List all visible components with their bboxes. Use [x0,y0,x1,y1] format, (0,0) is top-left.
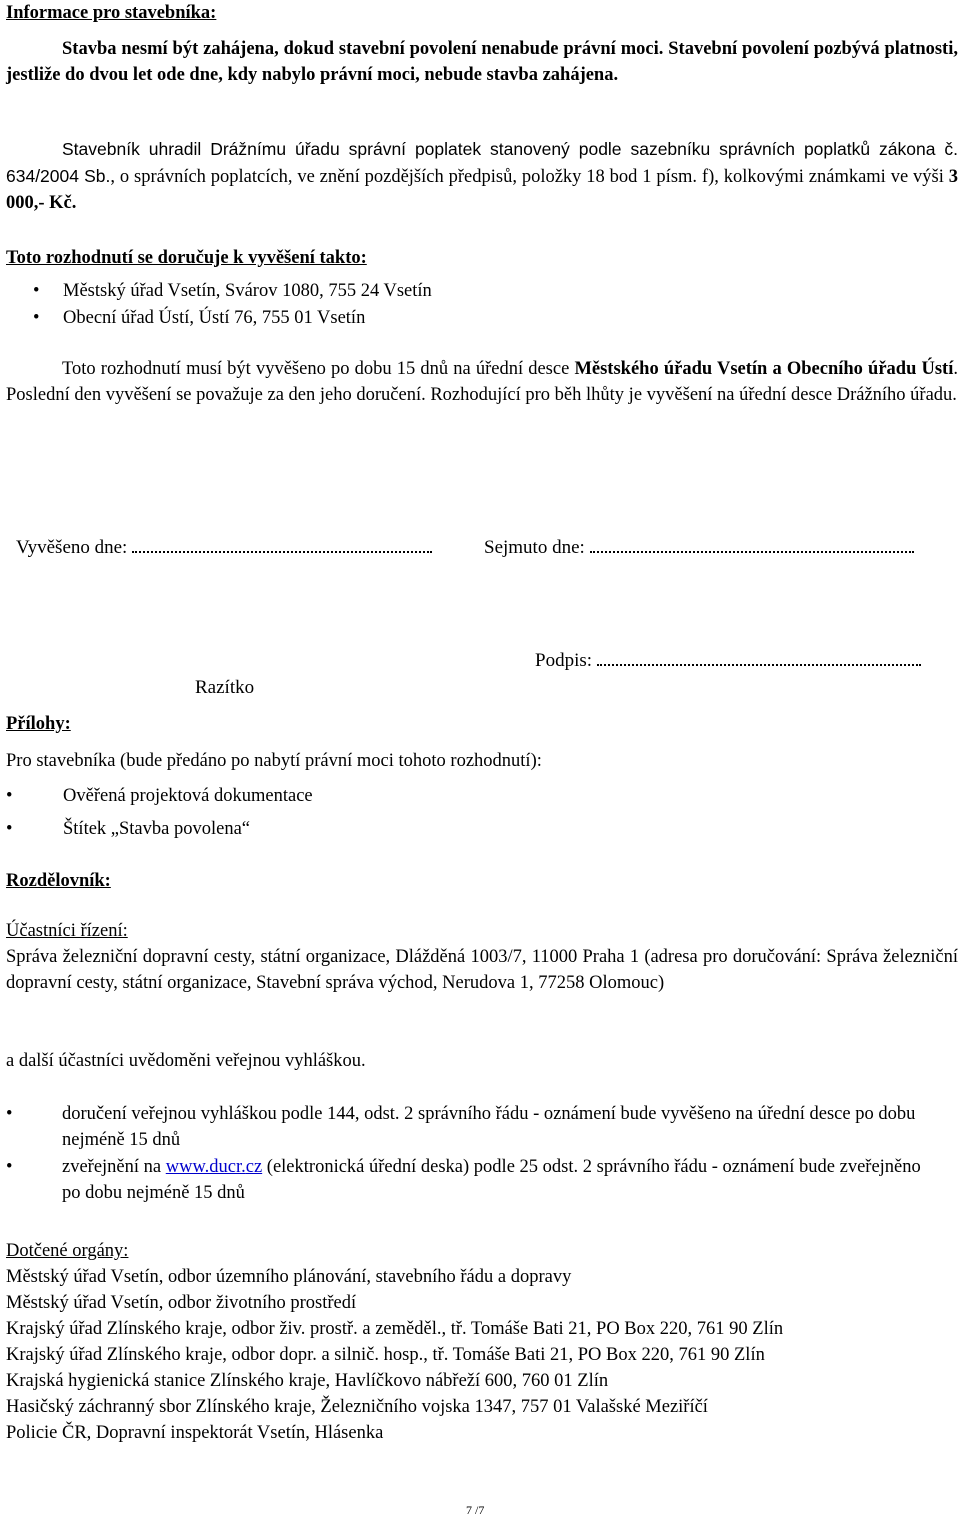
posting-text-bold: Městského úřadu Vsetín a Obecního úřadu Ústí [574,359,954,379]
distribution-bullet-text [62,1154,926,1206]
posting-place-text: Městský úřad Vsetín, Svárov 1080, 755 24 Vsetín [63,281,432,301]
ducr-link-a: www.ducr. [165,1157,246,1177]
info-para2 [6,136,958,216]
authority-item: Krajská hygienická stanice Zlínského kraje, Havlíčkovo nábřeží 600, 760 01 Zlín [6,1371,609,1391]
distribution-bullet-text: doručení veřejnou vyhláškou podle 144, odst. 2 správního řádu - oznámení bude vyvěšeno na úřední desce po dobu nejméně 15 dnů [62,1104,916,1150]
attachments-intro: Pro stavebníka (bude předáno po nabytí právní moci tohoto rozhodnutí): [6,751,542,771]
other-participants: a další účastníci uvědoměni veřejnou vyhláškou. [6,1051,366,1071]
page-number: 7 /7 [466,1503,485,1517]
authority-item: Hasičský záchranný sbor Zlínského kraje, Železničního vojska 1347, 757 01 Valašské Meziříčí [6,1397,708,1417]
posting-place-text: Obecní úřad Ústí, Ústí 76, 755 01 Vsetín [63,308,366,328]
authorities-heading: Dotčené orgány: [6,1241,129,1261]
posted-row [16,535,432,561]
info-para1: Stavba nesmí být zahájena, dokud stavební povolení nenabude právní moci. Stavební povolení pozbývá platnosti, jestliže do dvou let ode dne, kdy nabylo právní moci, nebude stavba zahájena. [6,39,958,85]
signature-row [535,648,921,674]
authority-item: Městský úřad Vsetín, odbor životního prostředí [6,1293,357,1313]
attachments-heading: Přílohy: [6,714,71,734]
bullet2-after: (elektronická úřední deska) podle 25 odst. 2 správního řádu - oznámení bude zveřejněno po dobu nejméně 15 dnů [62,1157,921,1203]
removed-date-field[interactable] [590,551,914,553]
removed-label: Sejmuto dne: [484,537,585,558]
authority-item: Krajský úřad Zlínského kraje, odbor živ. prostř. a zeměděl., tř. Tomáše Bati 21, PO Box 220, 761 90 Zlín [6,1319,784,1339]
authority-item: Městský úřad Vsetín, odbor územního plánování, stavebního řádu a dopravy [6,1267,572,1287]
bullet-icon: • [6,786,13,806]
bullet-icon: • [6,1104,13,1124]
attachment-item-text: Ověřená projektová dokumentace [63,786,313,806]
ducr-link[interactable] [166,1157,262,1177]
authority-item: Krajský úřad Zlínského kraje, odbor dopr. a silnič. hosp., tř. Tomáše Bati 21, PO Box 220, 761 90 Zlín [6,1345,765,1365]
info-para2-sans: Stavebník uhradil Drážnímu úřadu správní poplatek stanovený podle sazebníku správních poplatků zákona č. 634/2004 Sb. [6,139,958,186]
authority-item: Policie ČR, Dopravní inspektorát Vsetín, Hlásenka [6,1423,384,1443]
signature-label: Podpis: [535,650,593,671]
info-para2-text: , o správních poplatcích, ve znění pozdějších předpisů, položky 18 bod 1 písm. f), kolkovými známkami ve výši [110,167,949,187]
posting-heading: Toto rozhodnutí se doručuje k vyvěšení takto: [6,248,367,268]
participants-heading: Účastníci řízení: [6,921,128,941]
posted-label: Vyvěšeno dne: [16,537,128,558]
bullet-icon: • [33,308,40,328]
distribution-heading: Rozdělovník: [6,871,111,891]
posting-text-b: . Poslední den vyvěšení se považuje za den jeho doručení. Rozhodující pro běh lhůty je vyvěšení na úřední desce Drážního úřadu. [6,359,958,405]
posted-date-field[interactable] [132,551,432,553]
ducr-link-b: cz [245,1157,263,1177]
posting-text-a: Toto rozhodnutí musí být vyvěšeno po dobu 15 dnů na úřední desce [62,359,575,379]
bullet-icon: • [33,281,40,301]
info-heading: Informace pro stavebníka: [6,3,217,23]
participant-text: Správa železniční dopravní cesty, státní organizace, Dlážděná 1003/7, 11000 Praha 1 (adresa pro doručování: Správa železniční dopravní cesty, státní organizace, Stavební správa východ, Nerudova 1, 77258 Olomouc) [6,947,958,993]
removed-row [484,535,914,561]
posting-text [6,356,958,408]
signature-field[interactable] [597,664,921,666]
bullet-icon: • [6,819,13,839]
attachment-item-text: Štítek „Stavba povolena“ [63,819,251,839]
bullet2-before: zveřejnění na [62,1157,166,1177]
bullet-icon: • [6,1157,13,1177]
fee-amount: 3 000,- Kč. [6,167,958,213]
stamp-label: Razítko [195,677,255,698]
